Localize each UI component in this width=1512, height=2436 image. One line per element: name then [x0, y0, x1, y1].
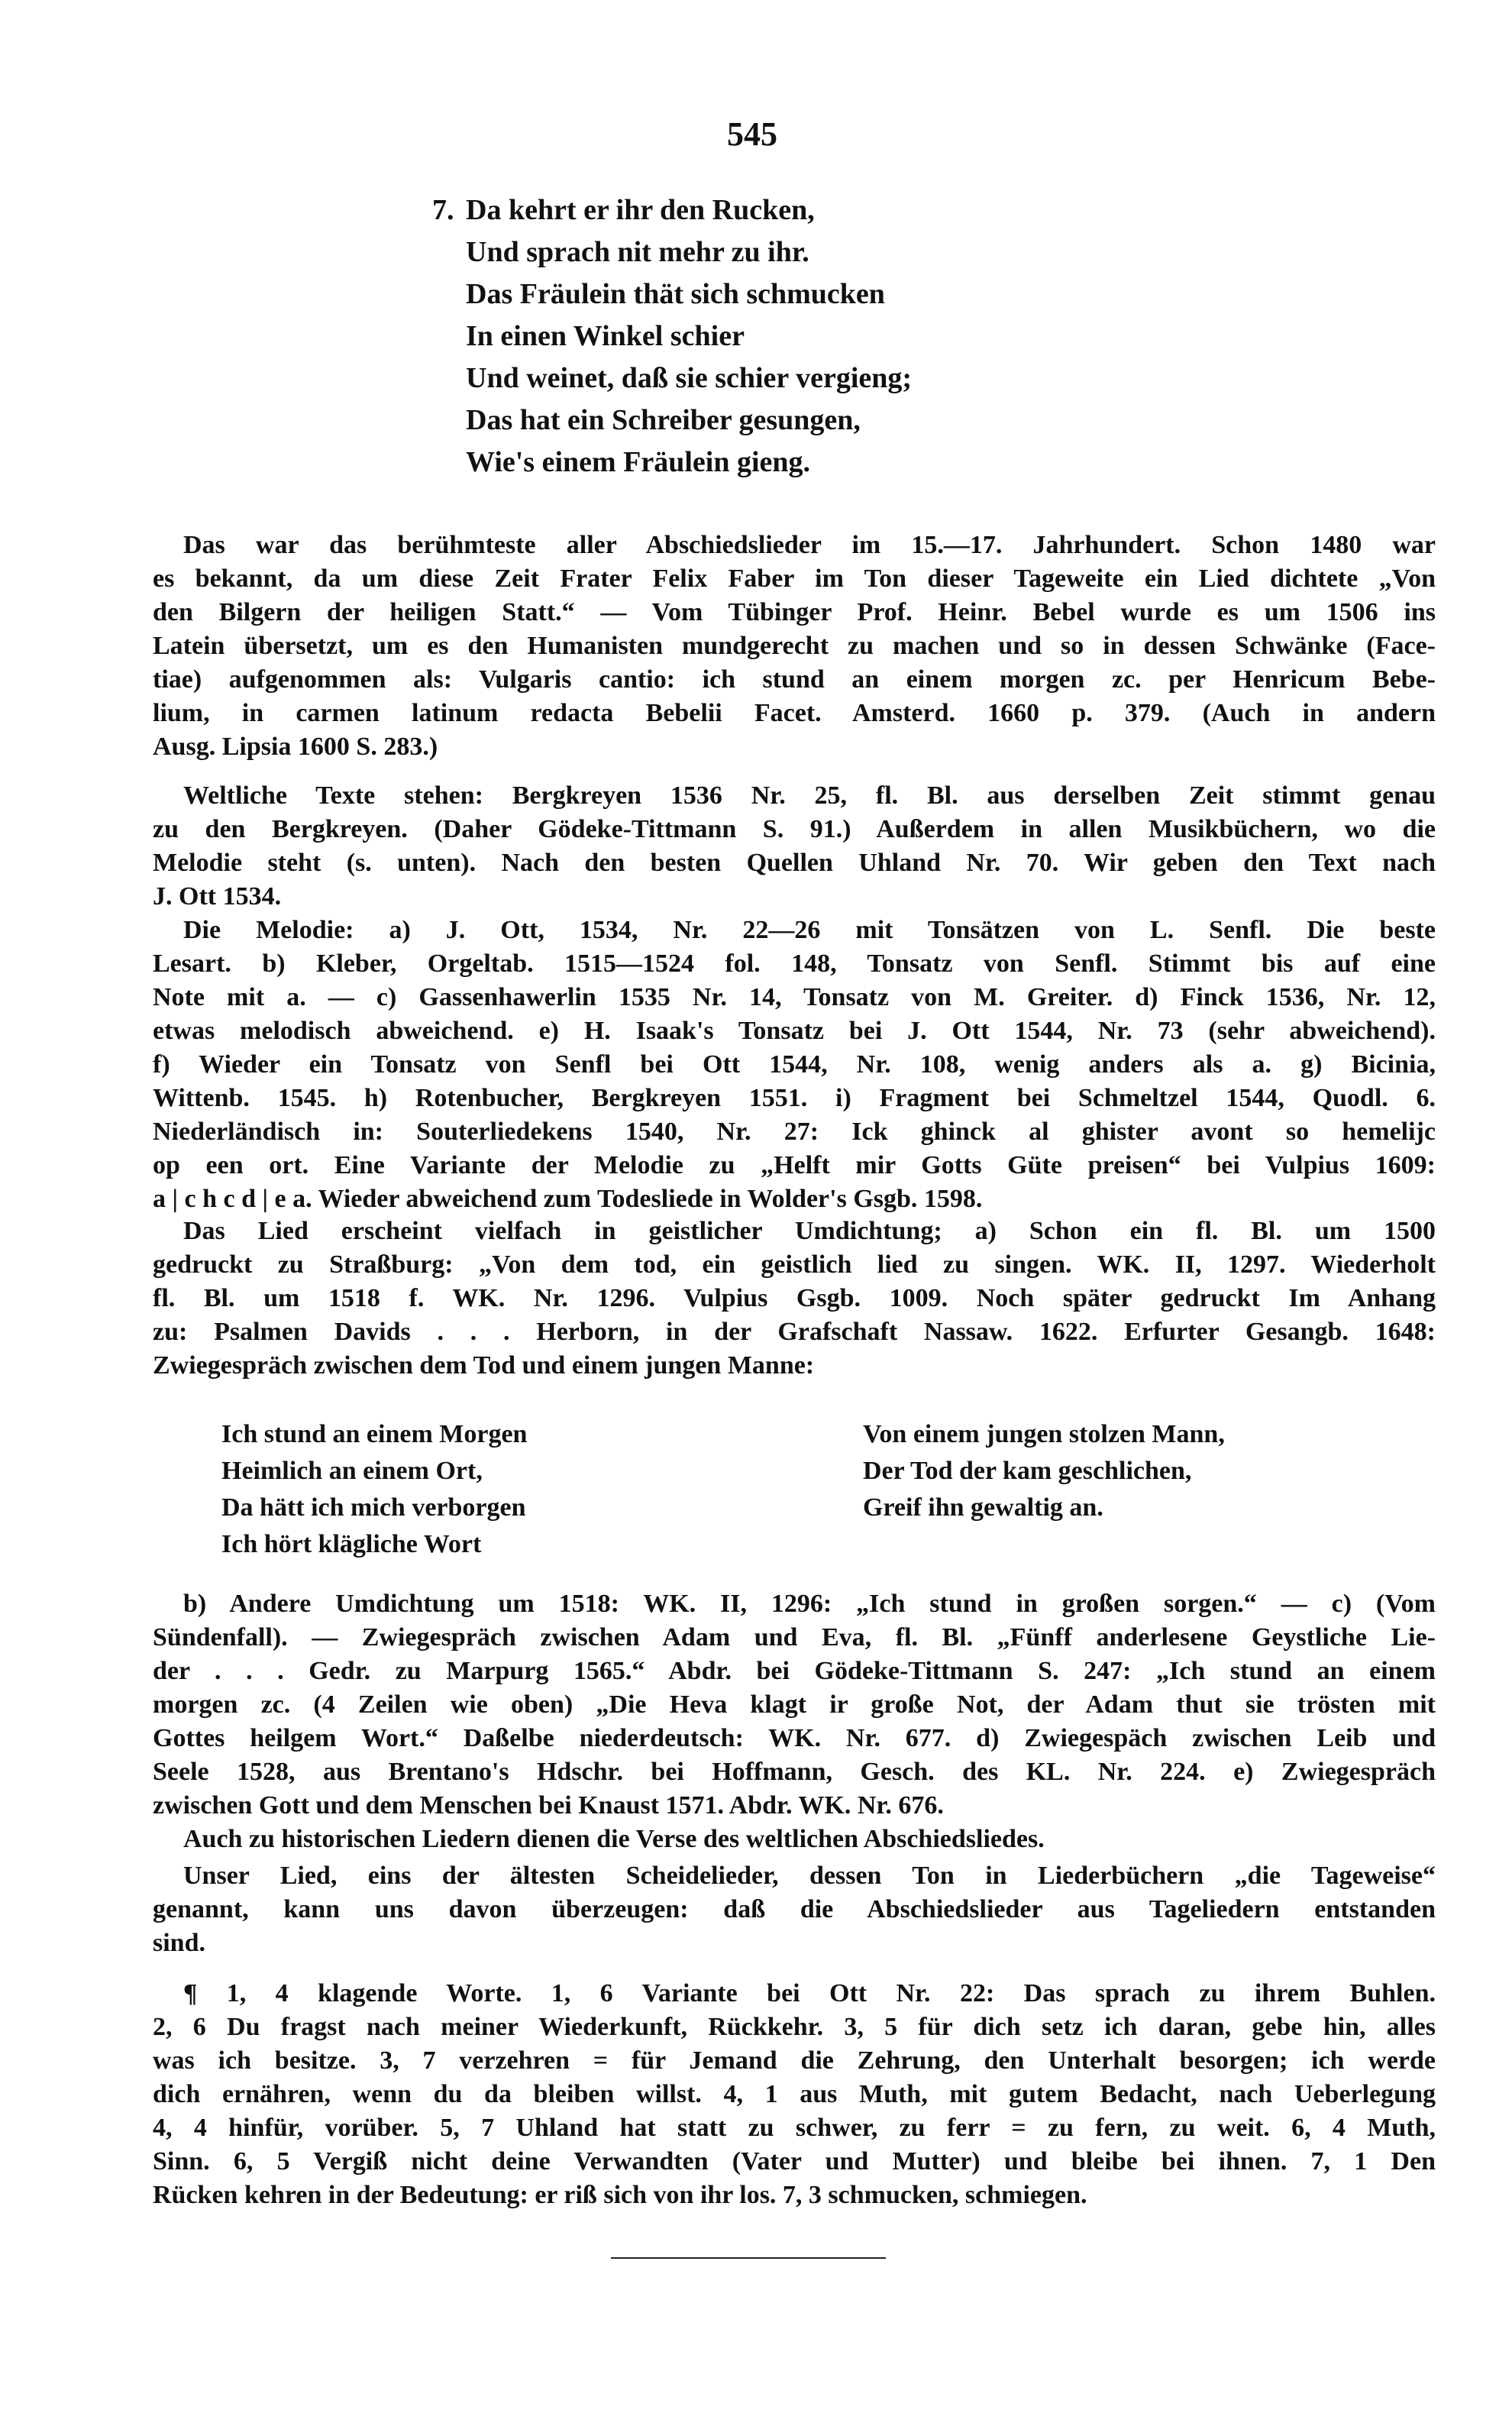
- text-line: Lesart. b) Kleber, Orgeltab. 1515—1524 fol. 148, Tonsatz von Senfl. Stimmt bis auf eine: [153, 949, 1436, 978]
- text-line: der . . . Gedr. zu Marpurg 1565.“ Abdr. bei Gödeke-Tittmann S. 247: „Ich stund an einem: [153, 1657, 1436, 1685]
- verse-line: Ich hört klägliche Wort: [221, 1530, 482, 1558]
- end-rule: [611, 2257, 886, 2259]
- text-line: zu den Bergkreyen. (Daher Gödeke-Tittmann S. 91.) Außerdem in allen Musikbüchern, wo die: [153, 815, 1436, 843]
- text-line: a | c h c d | e a. Wieder abweichend zum Todesliede in Wolder's Gsgb. 1598.: [153, 1185, 983, 1213]
- text-line: sind.: [153, 1929, 205, 1957]
- verse-line: Da hätt ich mich verborgen: [221, 1493, 526, 1522]
- text-line: Gottes heilgem Wort.“ Daßelbe niederdeutsch: WK. Nr. 677. d) Zwiegespäch zwischen Leib und: [153, 1724, 1436, 1752]
- text-line: Latein übersetzt, um es den Humanisten mundgerecht zu machen und so in dessen Schwänke (Face-: [153, 632, 1436, 660]
- verse-line: Von einem jungen stolzen Mann,: [863, 1420, 1225, 1448]
- paragraph-andere-umdichtung: [153, 1587, 1436, 1823]
- text-line: zu: Psalmen Davids . . . Herborn, in der Grafschaft Nassaw. 1622. Erfurter Gesangb. 1648:: [153, 1318, 1436, 1346]
- text-line: Wittenb. 1545. h) Rotenbucher, Bergkreyen 1551. i) Fragment bei Schmeltzel 1544, Quodl. 6.: [153, 1084, 1436, 1112]
- text-line: Das Lied erscheint vielfach in geistlicher Umdichtung; a) Schon ein fl. Bl. um 1500: [183, 1217, 1436, 1245]
- paragraph-anmerkungen: [153, 1977, 1436, 2212]
- text-line: tiae) aufgenommen als: Vulgaris cantio: ich stund an einem morgen zc. per Henricum Bebe-: [153, 665, 1436, 694]
- paragraph-abschiedslieder: [153, 529, 1436, 764]
- paragraph-weltliche-texte: [153, 779, 1436, 914]
- verse-right-column: [863, 1416, 1225, 1526]
- poem-line: 7. Da kehrt er ihr den Rucken,: [432, 189, 912, 231]
- poem-line: Und sprach nit mehr zu ihr.: [466, 236, 809, 268]
- poem-line: Und weinet, daß sie schier vergieng;: [466, 362, 913, 394]
- text-line: Auch zu historischen Liedern dienen die Verse des weltlichen Abschiedsliedes.: [183, 1825, 1045, 1853]
- text-line: genannt, kann uns davon überzeugen: daß die Abschiedslieder aus Tageliedern entstanden: [153, 1895, 1436, 1923]
- stanza-number: 7.: [432, 194, 454, 226]
- text-line: Sinn. 6, 5 Vergiß nicht deine Verwandten (Vater und Mutter) und bleibe bei ihnen. 7, 1 Den: [153, 2147, 1436, 2176]
- text-line: J. Ott 1534.: [153, 882, 282, 911]
- text-line: Unser Lied, eins der ältesten Scheidelieder, dessen Ton in Liederbüchern „die Tageweise“: [183, 1862, 1436, 1890]
- poem-line: Das Fräulein thät sich schmucken: [466, 278, 885, 310]
- text-line: lium, in carmen latinum redacta Bebelii Facet. Amsterd. 1660 p. 379. (Auch in andern: [153, 699, 1436, 727]
- text-line: Niederländisch in: Souterliedekens 1540, Nr. 27: Ick ghinck al ghister avont so hemelijc: [153, 1118, 1436, 1146]
- verse-line: Greif ihn gewaltig an.: [863, 1493, 1103, 1522]
- paragraph-melodie: [153, 914, 1436, 1216]
- verse-left-column: [221, 1416, 527, 1563]
- text-line: ¶ 1, 4 klagende Worte. 1, 6 Variante bei Ott Nr. 22: Das sprach zu ihrem Buhlen.: [183, 1979, 1436, 2007]
- poem-line: Wie's einem Fräulein gieng.: [466, 446, 811, 478]
- paragraph-geistliche-umdichtung: [153, 1215, 1436, 1383]
- poem-line: In einen Winkel schier: [466, 320, 745, 352]
- text-line: morgen zc. (4 Zeilen wie oben) „Die Heva klagt ir große Not, der Adam thut sie trösten mit: [153, 1690, 1436, 1719]
- verse-line: Der Tod der kam geschlichen,: [863, 1457, 1192, 1485]
- text-line: Weltliche Texte stehen: Bergkreyen 1536 Nr. 25, fl. Bl. aus derselben Zeit stimmt genau: [183, 781, 1436, 810]
- text-line: Melodie steht (s. unten). Nach den besten Quellen Uhland Nr. 70. Wir geben den Text nach: [153, 849, 1436, 877]
- text-line: Die Melodie: a) J. Ott, 1534, Nr. 22—26 mit Tonsätzen von L. Senfl. Die beste: [183, 916, 1436, 944]
- page-number: 545: [727, 115, 777, 153]
- text-line: 4, 4 hinfür, vorüber. 5, 7 Uhland hat statt zu schwer, zu ferr = zu fern, zu weit. 6, 4 Muth,: [153, 2114, 1436, 2142]
- verse-line: Ich stund an einem Morgen: [221, 1420, 528, 1448]
- text-line: fl. Bl. um 1518 f. WK. Nr. 1296. Vulpius Gsgb. 1009. Noch später gedruckt Im Anhang: [153, 1284, 1436, 1312]
- paragraph-historische-lieder: [153, 1823, 1436, 1856]
- poem-stanza-7: [432, 189, 912, 484]
- text-line: dich ernähren, wenn du da bleiben willst. 4, 1 aus Muth, mit gutem Bedacht, nach Ueberlegung: [153, 2080, 1436, 2108]
- text-line: was ich besitze. 3, 7 verzehren = für Jemand die Zehrung, den Unterhalt besorgen; ich werde: [153, 2046, 1436, 2075]
- text-line: Rücken kehren in der Bedeutung: er riß sich von ihr los. 7, 3 schmucken, schmiegen.: [153, 2181, 1087, 2209]
- text-line: etwas melodisch abweichend. e) H. Isaak's Tonsatz bei J. Ott 1544, Nr. 73 (sehr abweichend).: [153, 1017, 1436, 1045]
- text-line: Das war das berühmteste aller Abschiedslieder im 15.—17. Jahrhundert. Schon 1480 war: [183, 531, 1436, 559]
- poem-line: Das hat ein Schreiber gesungen,: [466, 404, 861, 436]
- text-line: es bekannt, da um diese Zeit Frater Felix Faber im Ton dieser Tageweite ein Lied dichtete „Von: [153, 565, 1436, 593]
- text-line: Sündenfall). — Zwiegespräch zwischen Adam und Eva, fl. Bl. „Fünff anderlesene Geystliche Lie-: [153, 1623, 1436, 1651]
- verse-line: Heimlich an einem Ort,: [221, 1457, 483, 1485]
- text-line: op een ort. Eine Variante der Melodie zu „Helft mir Gotts Güte preisen“ bei Vulpius 1609:: [153, 1151, 1436, 1179]
- text-line: f) Wieder ein Tonsatz von Senfl bei Ott 1544, Nr. 108, wenig anders als a. g) Bicinia,: [153, 1050, 1436, 1079]
- text-line: zwischen Gott und dem Menschen bei Knaust 1571. Abdr. WK. Nr. 676.: [153, 1791, 944, 1820]
- text-line: gedruckt zu Straßburg: „Von dem tod, ein geistlich lied zu singen. WK. II, 1297. Wiederholt: [153, 1250, 1436, 1279]
- text-line: Zwiegespräch zwischen dem Tod und einem jungen Manne:: [153, 1351, 815, 1380]
- text-line: 2, 6 Du fragst nach meiner Wiederkunft, Rückkehr. 3, 5 für dich setz ich daran, gebe hin, alles: [153, 2013, 1436, 2041]
- text-line: Seele 1528, aus Brentano's Hdschr. bei Hoffmann, Gesch. des KL. Nr. 224. e) Zwiegespräch: [153, 1758, 1436, 1786]
- text-line: Note mit a. — c) Gassenhawerlin 1535 Nr. 14, Tonsatz von M. Greiter. d) Finck 1536, Nr. 12,: [153, 983, 1436, 1011]
- text-line: Ausg. Lipsia 1600 S. 283.): [153, 733, 438, 761]
- text-line: den Bilgern der heiligen Statt.“ — Vom Tübinger Prof. Heinr. Bebel wurde es um 1506 ins: [153, 598, 1436, 626]
- text-line: b) Andere Umdichtung um 1518: WK. II, 1296: „Ich stund in großen sorgen.“ — c) (Vom: [183, 1590, 1436, 1618]
- paragraph-unser-lied: [153, 1859, 1436, 1960]
